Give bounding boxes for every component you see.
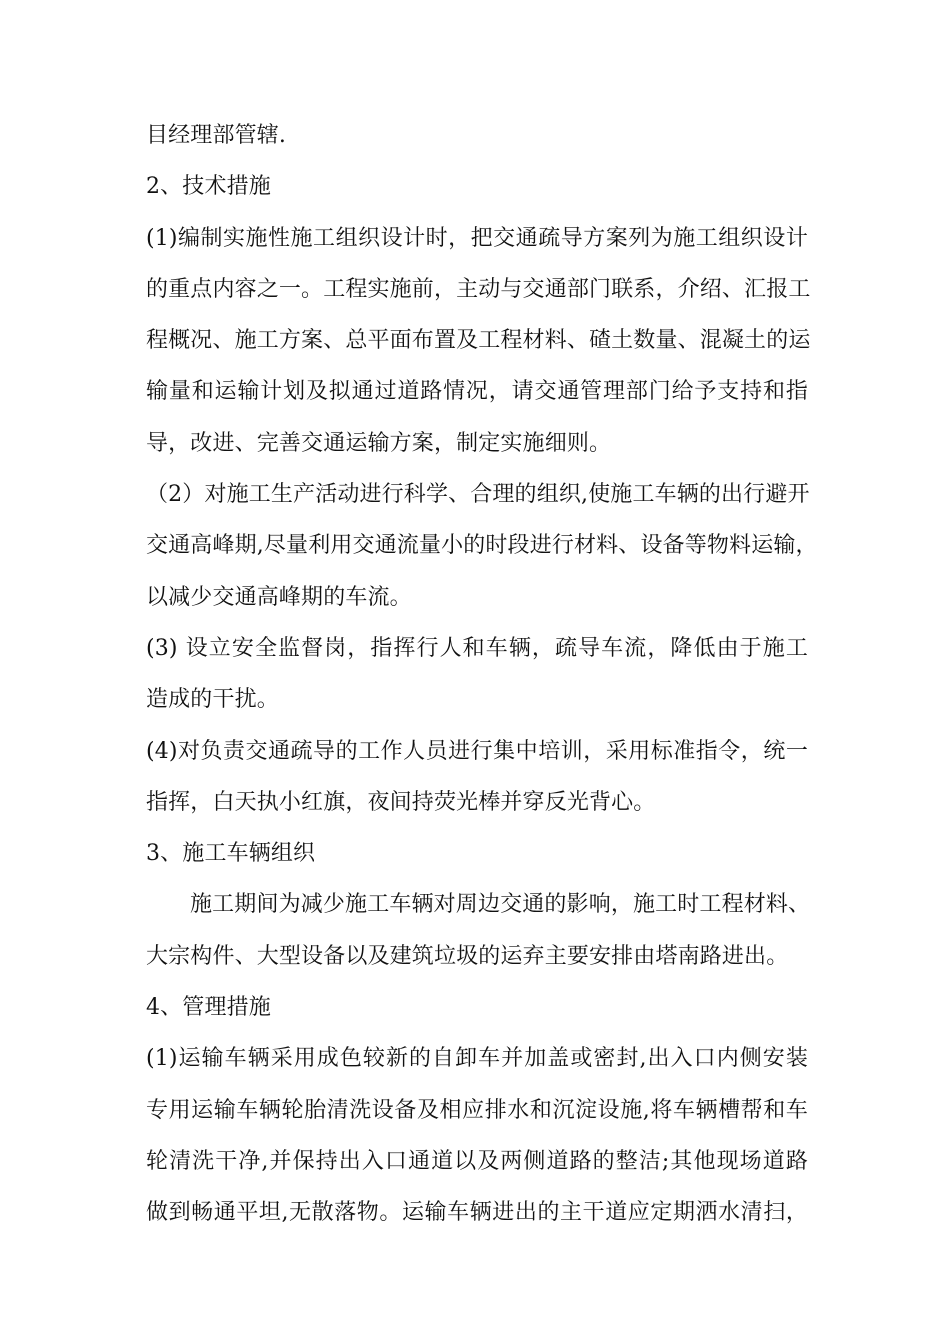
text-line: (1)运输车辆采用成色较新的自卸车并加盖或密封,出入口内侧安装 <box>146 1046 808 1072</box>
text-line: 导，改进、完善交通运输方案，制定实施细则。 <box>146 430 612 456</box>
document-body <box>146 113 818 1242</box>
section-heading-vehicle-organization: 3、施工车辆组织 <box>146 841 316 867</box>
text-line: 轮清洗干净,并保持出入口通道以及两侧道路的整洁;其他现场道路 <box>146 1148 808 1174</box>
text-line: 输量和运输计划及拟通过道路情况，请交通管理部门给予支持和指 <box>146 379 808 405</box>
text-line: (3) 设立安全监督岗，指挥行人和车辆，疏导车流，降低由于施工 <box>146 635 808 661</box>
text-line: (4)对负责交通疏导的工作人员进行集中培训，采用标准指令，统一 <box>146 738 808 764</box>
text-line: 目经理部管辖. <box>146 123 287 148</box>
text-line: 施工期间为减少施工车辆对周边交通的影响，施工时工程材料、 <box>190 892 811 918</box>
text-line: 的重点内容之一。工程实施前，主动与交通部门联系，介绍、汇报工 <box>146 276 811 302</box>
text-line: 程概况、施工方案、总平面布置及工程材料、碴土数量、混凝土的运 <box>146 328 811 354</box>
section-heading-management-measures: 4、管理措施 <box>146 995 271 1021</box>
text-line: 做到畅通平坦,无散落物。运输车辆进出的主干道应定期洒水清扫， <box>146 1200 808 1226</box>
text-line: 以减少交通高峰期的车流。 <box>146 584 412 610</box>
text-line: 造成的干扰。 <box>146 687 279 713</box>
text-line: (1)编制实施性施工组织设计时，把交通疏导方案列为施工组织设计 <box>146 225 808 251</box>
text-line: 大宗构件、大型设备以及建筑垃圾的运弃主要安排由塔南路进出。 <box>146 943 789 969</box>
section-heading-technical-measures: 2、技术措施 <box>146 174 271 200</box>
text-line: 交通高峰期,尽量利用交通流量小的时段进行材料、设备等物料运输， <box>146 533 818 559</box>
text-line: 指挥，白天执小红旗，夜间持荧光棒并穿反光背心。 <box>146 789 656 815</box>
text-line: 专用运输车辆轮胎清洗设备及相应排水和沉淀设施,将车辆槽帮和车 <box>146 1097 808 1123</box>
text-line: （2）对施工生产活动进行科学、合理的组织,使施工车辆的出行避开 <box>146 482 810 508</box>
